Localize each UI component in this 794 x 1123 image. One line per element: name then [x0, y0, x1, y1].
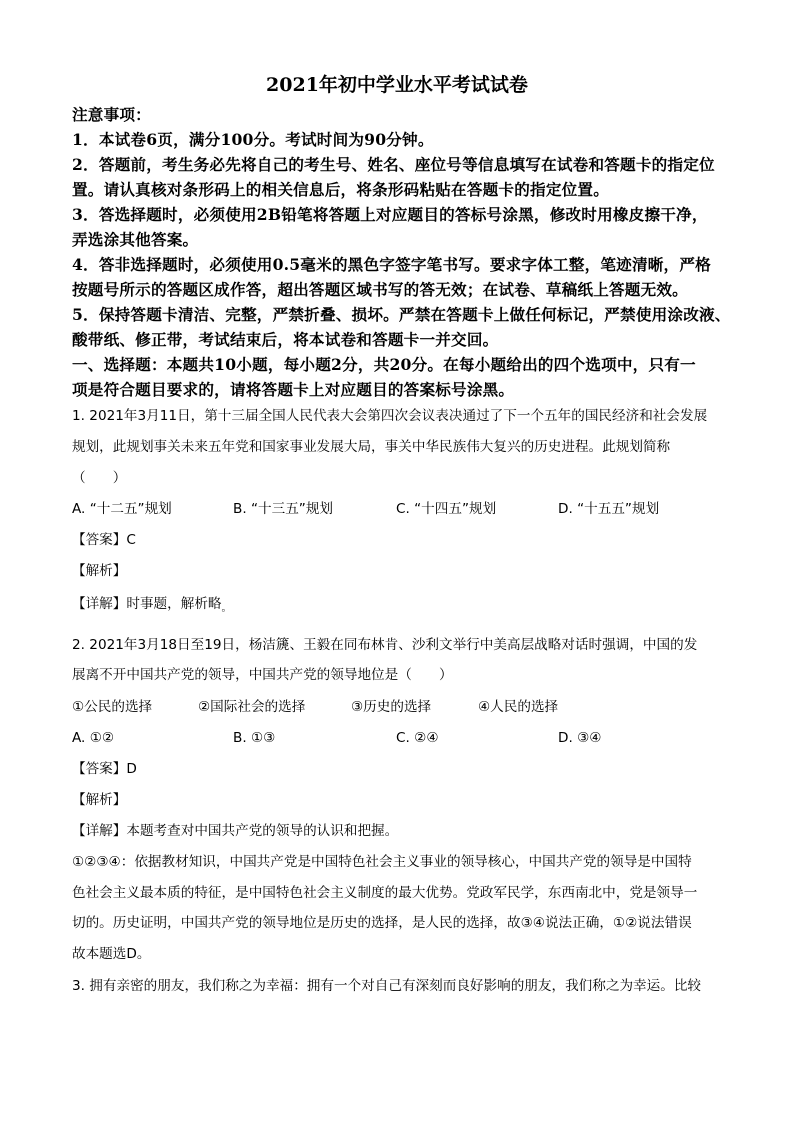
- q2-answer-tag: 【答案】: [72, 761, 127, 777]
- q1-answer-tag: 【答案】: [72, 532, 127, 548]
- q2-stem-line-2: 展离不开中国共产党的领导，中国共产党的领导地位是（ ）: [72, 667, 453, 683]
- q2-statement-2: ②国际社会的选择: [198, 699, 306, 715]
- q2-explain-line-3: 切的。历史证明，中国共产党的领导地位是历史的选择，是人民的选择，故③④说法正确，①②说法错误: [72, 915, 692, 931]
- section-heading-line-2: 项是符合题目要求的，请将答题卡上对应题目的答案标号涂黑。: [72, 380, 515, 399]
- q2-explain-line-4: 故本题选D。: [72, 946, 151, 962]
- notice-line-6: 4．答非选择题时，必须使用0.5毫米的黑色字签字笔书写。要求字体工整，笔迹清晰，严格: [72, 255, 711, 274]
- q1-answer-value: C: [126, 532, 136, 548]
- section-heading-line-1: 一、选择题：本题共10小题，每小题2分，共20分。在每小题给出的四个选项中，只有一: [72, 355, 696, 374]
- q2-analysis-tag: 【解析】: [72, 792, 127, 808]
- notice-line-2: 2．答题前，考生务必先将自己的考生号、姓名、座位号等信息填写在试卷和答题卡的指定位: [72, 155, 715, 174]
- q1-answer: [72, 530, 732, 550]
- q1-detail-text: 时事题，解析略: [126, 596, 222, 612]
- q1-detail-tag: 【详解】: [72, 596, 127, 612]
- q2-detail: [72, 821, 732, 841]
- q2-statement-1: ①公民的选择: [72, 699, 153, 715]
- q2-option-c: C. ②④: [396, 730, 439, 746]
- q1-stem-line-1: 1. 2021年3月11日，第十三届全国人民代表大会第四次会议表决通过了下一个五年的国民经济和社会发展: [72, 408, 708, 424]
- notice-line-4: 3．答选择题时，必须使用2B铅笔将答题上对应题目的答标号涂黑，修改时用橡皮擦干净，: [72, 205, 708, 224]
- q1-option-a: A. “十二五”规划: [72, 501, 172, 517]
- q2-explain-line-1: ①②③④：依据教材知识，中国共产党是中国特色社会主义事业的领导核心，中国共产党的领导是中国特: [72, 854, 692, 870]
- notice-line-7: 按题号所示的答题区成作答，超出答题区域书写的答无效；在试卷、草稿纸上答题无效。: [72, 280, 688, 299]
- notice-line-8: 5．保持答题卡清洁、完整，严禁折叠、损坏。严禁在答题卡上做任何标记，严禁使用涂改液、: [72, 305, 731, 324]
- notice-line-5: 弄选涂其他答案。: [72, 230, 199, 249]
- q1-option-d: D. “十五五”规划: [558, 501, 660, 517]
- q1-stem-line-3: （ ）: [72, 470, 127, 486]
- q2-statement-4: ④人民的选择: [478, 699, 559, 715]
- q2-stem-line-1: 2. 2021年3月18日至19日，杨洁篪、王毅在同布林肯、沙利文举行中美高层战略对话时强调，中国的发: [72, 637, 698, 653]
- q1-stem-line-2: 规划，此规划事关未来五年党和国家事业发展大局，事关中华民族伟大复兴的历史进程。此规划简称: [72, 439, 671, 455]
- q1-detail: [72, 594, 732, 619]
- q1-option-c: C. “十四五”规划: [396, 501, 497, 517]
- q2-detail-text: 本题考查对中国共产党的领导的认识和把握。: [126, 823, 399, 839]
- q2-option-d: D. ③④: [558, 730, 602, 746]
- q1-option-b: B. “十三五”规划: [233, 501, 334, 517]
- q2-answer: [72, 759, 732, 779]
- q2-statement-3: ③历史的选择: [351, 699, 432, 715]
- q2-answer-value: D: [126, 761, 137, 777]
- notice-line-1: 1．本试卷6页，满分100分。考试时间为90分钟。: [72, 130, 434, 149]
- q2-detail-tag: 【详解】: [72, 823, 127, 839]
- q2-option-a: A. ①②: [72, 730, 115, 746]
- q1-analysis-tag: 【解析】: [72, 563, 127, 579]
- q1-detail-mark: 。: [221, 603, 232, 614]
- notice-line-3: 置。请认真核对条形码上的相关信息后，将条形码粘贴在答题卡的指定位置。: [72, 180, 609, 199]
- q2-option-b: B. ①③: [233, 730, 276, 746]
- q2-explain-line-2: 色社会主义最本质的特征，是中国特色社会主义制度的最大优势。党政军民学，东西南北中，党是领导一: [72, 885, 698, 901]
- exam-title: 2021年初中学业水平考试试卷: [266, 74, 528, 96]
- notice-line-9: 酸带纸、修正带，考试结束后，将本试卷和答题卡一并交回。: [72, 330, 499, 349]
- notice-heading: 注意事项：: [72, 105, 151, 124]
- q3-stem-line-1: 3. 拥有亲密的朋友，我们称之为幸福：拥有一个对自己有深刻而良好影响的朋友，我们称之为幸运。比较: [72, 978, 702, 994]
